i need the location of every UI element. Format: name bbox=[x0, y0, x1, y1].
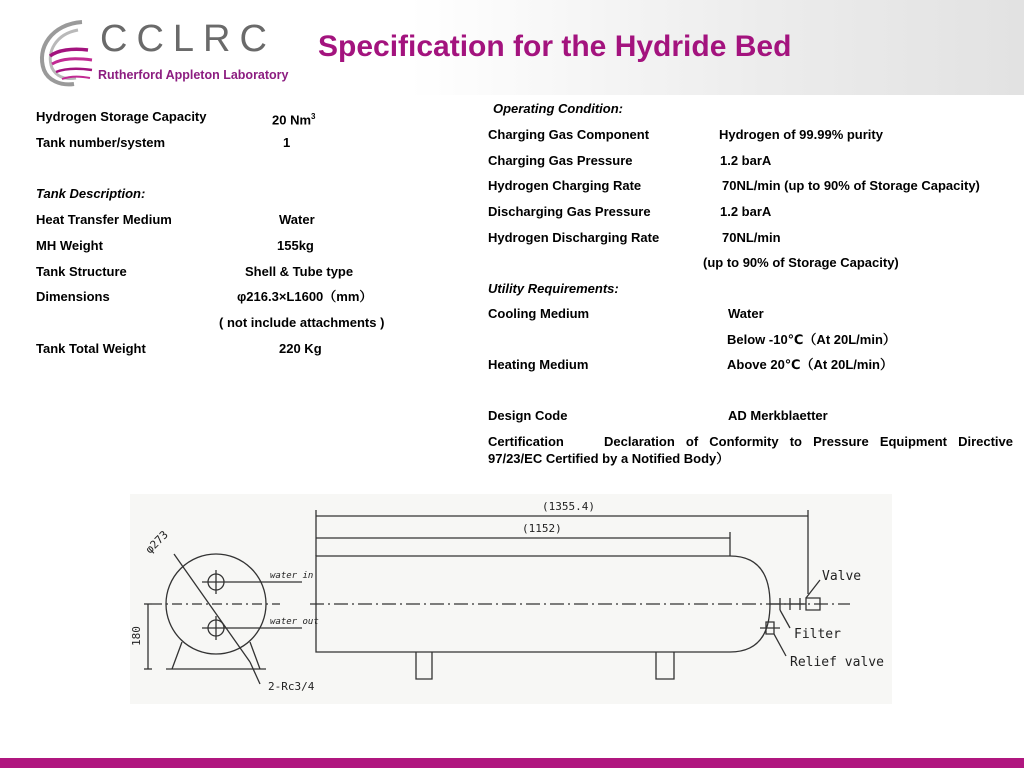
swoosh-logo-icon bbox=[30, 14, 100, 90]
charging-pressure-value: 1.2 barA bbox=[720, 153, 772, 168]
cclrc-logo bbox=[30, 14, 290, 90]
dim-diameter-text: φ273 bbox=[142, 528, 171, 557]
tank-structure-value: Shell & Tube type bbox=[245, 264, 354, 279]
certification-value: Declaration of Conformity to Pressure Equipment Directive 97/23/EC Certified by a Notified Body） bbox=[488, 434, 1013, 466]
charging-component-label: Charging Gas Component bbox=[488, 127, 650, 142]
water-in-text: water in bbox=[270, 571, 314, 581]
logo-wordmark: CCLRC bbox=[100, 18, 276, 60]
valve-label-text: Valve bbox=[822, 569, 862, 584]
dimensions-label: Dimensions bbox=[36, 289, 110, 304]
cooling-medium-value: Water bbox=[728, 306, 764, 321]
dim-height-text: 180 bbox=[130, 626, 143, 646]
charging-pressure-label: Charging Gas Pressure bbox=[488, 153, 633, 168]
cooling-medium-note: Below -10℃（At 20L/min） bbox=[727, 332, 896, 347]
certification-label: Certification bbox=[488, 434, 564, 449]
bottom-accent-bar bbox=[0, 758, 1024, 768]
capacity-value: 20 Nm$^3$ bbox=[272, 112, 316, 128]
capacity-label: Hydrogen Storage Capacity bbox=[36, 109, 207, 124]
heating-medium-label: Heating Medium bbox=[488, 357, 589, 372]
utility-requirements-heading: Utility Requirements: bbox=[488, 281, 619, 296]
tank-schematic bbox=[130, 494, 892, 704]
design-code-label: Design Code bbox=[488, 408, 568, 423]
tank-description-heading: Tank Description: bbox=[36, 186, 146, 201]
tank-number-value: 1 bbox=[283, 135, 291, 150]
tank-total-weight-label: Tank Total Weight bbox=[36, 341, 146, 356]
discharging-pressure-label: Discharging Gas Pressure bbox=[488, 204, 651, 219]
discharging-rate-value: 70NL/min bbox=[722, 230, 781, 245]
header-banner bbox=[0, 0, 1024, 95]
heat-transfer-label: Heat Transfer Medium bbox=[36, 212, 172, 227]
hydride-bed-drawing bbox=[130, 494, 892, 704]
tank-structure-label: Tank Structure bbox=[36, 264, 127, 279]
dim-shell-text: (1152) bbox=[522, 522, 562, 535]
discharging-rate-label: Hydrogen Discharging Rate bbox=[488, 230, 660, 245]
mh-weight-label: MH Weight bbox=[36, 238, 103, 253]
heating-medium-value: Above 20℃（At 20L/min） bbox=[727, 357, 893, 372]
discharging-rate-note: (up to 90% of Storage Capacity) bbox=[703, 255, 899, 270]
charging-component-value: Hydrogen of 99.99% purity bbox=[719, 127, 883, 142]
relief-valve-label-text: Relief valve bbox=[790, 655, 884, 670]
dimensions-value: φ216.3×L1600（mm） bbox=[237, 289, 373, 304]
port-label-text: 2-Rc3/4 bbox=[268, 680, 315, 693]
dim-overall-text: (1355.4) bbox=[542, 500, 595, 513]
charging-rate-value: 70NL/min (up to 90% of Storage Capacity) bbox=[722, 178, 980, 193]
mh-weight-value: 155kg bbox=[277, 238, 314, 253]
design-code-value: AD Merkblaetter bbox=[728, 408, 828, 423]
page-title: Specification for the Hydride Bed bbox=[318, 30, 792, 63]
logo-subtitle: Rutherford Appleton Laboratory bbox=[98, 68, 289, 82]
water-out-text: water out bbox=[270, 617, 319, 627]
dimensions-note: ( not include attachments ) bbox=[219, 315, 385, 330]
tank-total-weight-value: 220 Kg bbox=[279, 341, 322, 356]
cooling-medium-label: Cooling Medium bbox=[488, 306, 590, 321]
operating-condition-heading: Operating Condition: bbox=[493, 101, 623, 116]
heat-transfer-value: Water bbox=[279, 212, 315, 227]
discharging-pressure-value: 1.2 barA bbox=[720, 204, 772, 219]
charging-rate-label: Hydrogen Charging Rate bbox=[488, 178, 642, 193]
tank-number-label: Tank number/system bbox=[36, 135, 166, 150]
filter-label-text: Filter bbox=[794, 627, 841, 642]
certification-block bbox=[488, 433, 1013, 467]
